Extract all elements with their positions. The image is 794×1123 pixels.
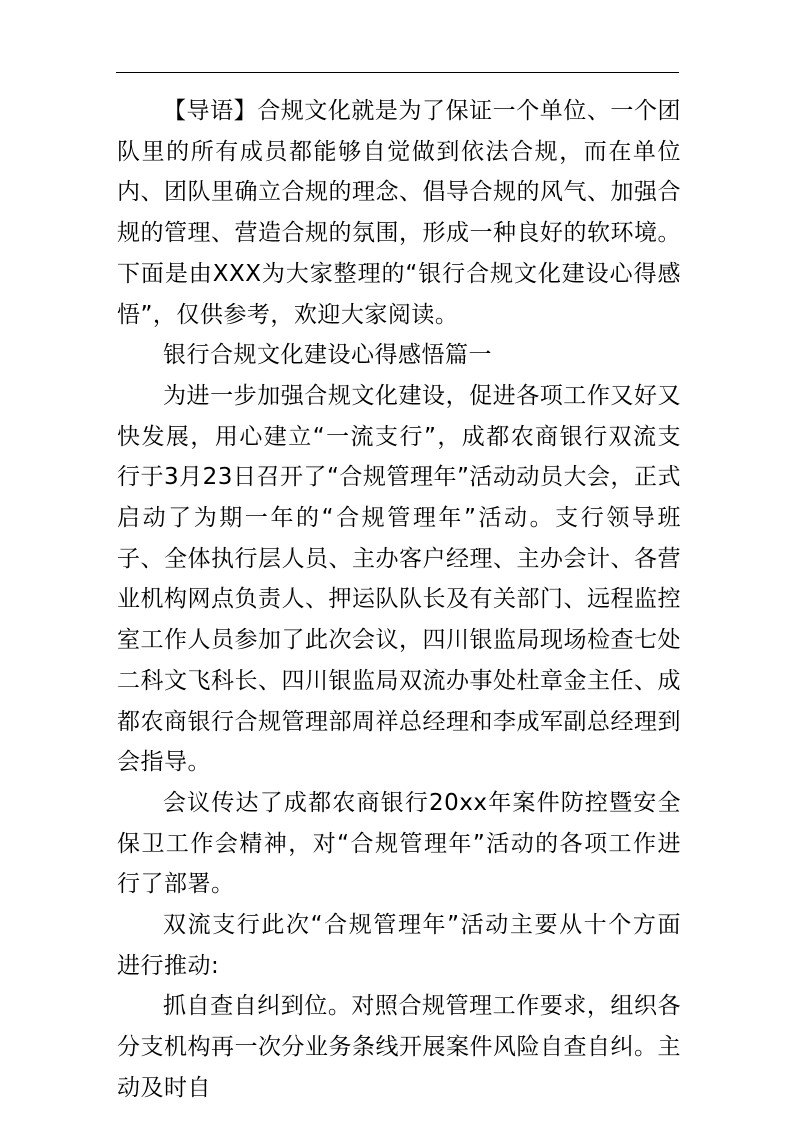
document-body [117, 91, 681, 1109]
body-paragraph-1: 为进一步加强合规文化建设，促进各项工作又好又快发展，用心建立“一流支行”，成都农商银行双流支行于3月23日召开了“合规管理年”活动动员大会，正式启动了为期一年的“合规管理年”活动。支行领导班子、全体执行层人员、主办客户经理、主办会计、各营业机构网点负责人、押运队队长及有关部门、远程监控室工作人员参加了此次会议，四川银监局现场检查七处二科文飞科长、四川银监局双流办事处杜章金主任、成都农商银行合规管理部周祥总经理和李成军副总经理到会指导。 [117, 382, 681, 776]
body-paragraph-4: 抓自查自纠到位。对照合规管理工作要求，组织各分支机构再一次分业务条线开展案件风险自查自纠。主动及时自 [117, 993, 681, 1101]
body-paragraph-2: 会议传达了成都农商银行20xx年案件防控暨安全保卫工作会精神，对“合规管理年”活动的各项工作进行了部署。 [117, 789, 681, 898]
body-paragraph-3: 双流支行此次“合规管理年”活动主要从十个方面进行推动: [117, 912, 681, 979]
header-rule [116, 72, 679, 73]
intro-paragraph: 【导语】合规文化就是为了保证一个单位、一个团队里的所有成员都能够自觉做到依法合规，而在单位内、团队里确立合规的理念、倡导合规的风气、加强合规的管理、营造合规的氛围，形成一种良好的软环境。 下面是由XXX为大家整理的“银行合规文化建设心得感悟”，仅供参考，欢迎大家阅读。 [117, 98, 681, 328]
section-title: 银行合规文化建设心得感悟篇一 [163, 342, 492, 369]
